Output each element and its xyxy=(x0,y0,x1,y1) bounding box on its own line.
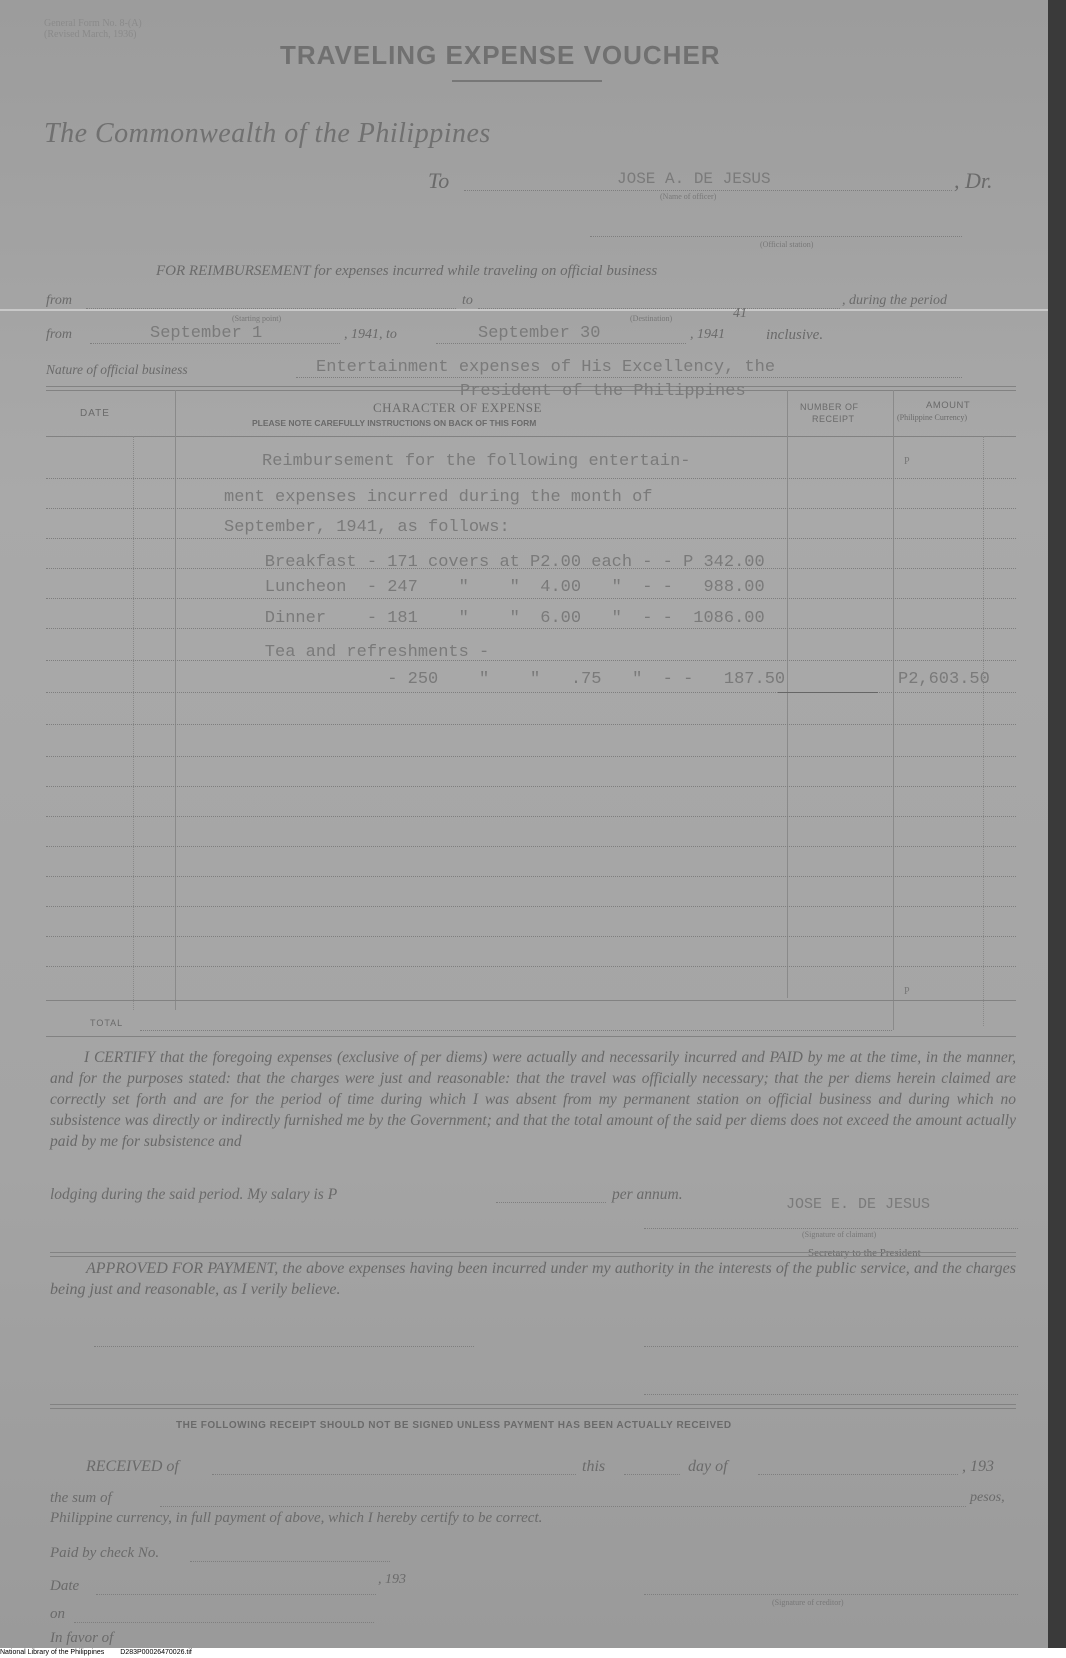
secretary-title: Secretary to the President xyxy=(808,1247,921,1259)
table-rule xyxy=(46,786,1016,787)
expense-line: September, 1941, as follows: xyxy=(224,518,510,537)
certify-divider xyxy=(50,1252,1016,1253)
table-rule xyxy=(46,478,1016,479)
expense-line: Tea and refreshments - xyxy=(224,643,490,662)
table-rule xyxy=(46,816,1016,817)
form-title: TRAVELING EXPENSE VOUCHER xyxy=(280,40,721,70)
sum-line xyxy=(160,1506,966,1507)
payee-name-caption: (Name of officer) xyxy=(660,192,717,201)
start-year: , 1941, to xyxy=(344,327,397,342)
library-name: National Library of the Philippines xyxy=(0,1649,105,1656)
start-date: September 1 xyxy=(150,324,263,343)
signature-caption: (Signature of claimant) xyxy=(802,1230,877,1239)
col-header-date: DATE xyxy=(80,408,110,419)
col-divider-date xyxy=(175,390,176,1010)
signature-line xyxy=(644,1228,1018,1229)
table-header-border xyxy=(46,436,1016,437)
table-rule xyxy=(46,936,1016,937)
date-year: , 193 xyxy=(378,1572,406,1587)
doctor-suffix: , Dr. xyxy=(954,168,993,193)
scan-file-name: D283P00026470026.tif xyxy=(120,1649,192,1656)
peso-sign-total: P xyxy=(904,986,910,997)
date-line xyxy=(96,1594,376,1595)
creditor-signature-line xyxy=(644,1594,1018,1595)
expense-line: Reimbursement for the following entertain- xyxy=(262,452,691,471)
from-label: from xyxy=(46,293,72,308)
table-rule xyxy=(46,846,1016,847)
total-line xyxy=(140,1030,892,1031)
col-divider-cents xyxy=(983,436,984,1026)
certification-text: I CERTIFY that the foregoing expenses (exclusive of per diems) were actually and necessarily incurred and PAID by me at the time, in the manner, and for the purposes stated: that the charges were just and reasonable: that the travel was officially necessary; that the per diems herein claimed are correctly set forth and are for the period of time during which I was absent from my permanent station on official business and during which no subsistence was directly or indirectly furnished me by the Government; and that the total amount of the said per diems does not exceed the amount actually paid by me for subsistence and xyxy=(50,1049,1016,1150)
total-label: TOTAL xyxy=(90,1018,124,1028)
approval-text: APPROVED FOR PAYMENT, the above expenses having been incurred under my authority in the interests of the public service, and the charges being just and reasonable, as I verily believe. xyxy=(50,1260,1016,1298)
table-rule xyxy=(46,660,1016,661)
col-divider-day xyxy=(133,436,134,1010)
claimant-signature: JOSE E. DE JESUS xyxy=(786,1196,931,1213)
period-label: , during the period xyxy=(842,293,947,308)
expense-line: Dinner - 181 " " 6.00 " - - 1086.00 xyxy=(224,609,765,628)
expense-line: Breakfast - 171 covers at P2.00 each - - P 342.00 xyxy=(224,553,765,572)
receipt-warning: THE FOLLOWING RECEIPT SHOULD NOT BE SIGNED UNLESS PAYMENT HAS BEEN ACTUALLY RECEIVED xyxy=(176,1420,732,1431)
expense-line: Luncheon - 247 " " 4.00 " - - 988.00 xyxy=(224,578,765,597)
form-code xyxy=(44,18,142,40)
currency-line: Philippine currency, in full payment of above, which I hereby certify to be correct. xyxy=(50,1510,543,1526)
end-date-line xyxy=(436,343,686,344)
to-label: To xyxy=(428,168,450,193)
on-label: on xyxy=(50,1606,65,1622)
dest-caption: (Destination) xyxy=(630,314,673,323)
certify-divider-2 xyxy=(50,1256,1016,1257)
table-rule xyxy=(46,966,1016,967)
peso-sign-top: P xyxy=(904,456,910,467)
per-annum: per annum. xyxy=(612,1186,683,1203)
nature-line-2: President of the Philippines xyxy=(460,382,746,401)
expense-line: - 250 " " .75 " - - 187.50 xyxy=(224,670,786,689)
col-header-amount-2: (Philippine Currency) xyxy=(897,413,967,422)
favor-label: In favor of xyxy=(50,1630,114,1646)
check-label: Paid by check No. xyxy=(50,1545,160,1561)
approval-signature-line-left xyxy=(94,1346,474,1347)
table-rule xyxy=(46,508,1016,509)
total-amount: P2,603.50 xyxy=(898,670,990,689)
table-rule xyxy=(46,628,1016,629)
creditor-caption: (Signature of creditor) xyxy=(772,1598,844,1607)
official-station-caption: (Official station) xyxy=(760,240,814,249)
subtotal-underline xyxy=(778,692,878,693)
total-bottom-border xyxy=(46,1036,1016,1037)
table-rule xyxy=(46,598,1016,599)
col-header-amount-1: AMOUNT xyxy=(926,400,971,411)
col-header-character-note: PLEASE NOTE CAREFULLY INSTRUCTIONS ON BACK OF THIS FORM xyxy=(252,418,537,428)
start-caption: (Starting point) xyxy=(232,314,282,323)
nature-label: Nature of official business xyxy=(46,362,188,377)
salary-label: lodging during the said period. My salary is P xyxy=(50,1186,338,1203)
official-station-line xyxy=(590,236,962,237)
table-rule xyxy=(46,756,1016,757)
check-line xyxy=(190,1561,390,1562)
receipt-year: , 193 xyxy=(962,1458,994,1475)
nature-line xyxy=(296,377,962,378)
date-label: Date xyxy=(50,1578,80,1594)
from2-label: from xyxy=(46,327,72,342)
year-correction: 41 xyxy=(733,306,747,321)
end-year: , 1941 xyxy=(690,327,725,342)
to-dest-label: to xyxy=(462,293,473,308)
government-name: The Commonwealth of the Philippines xyxy=(44,118,491,149)
table-rule xyxy=(46,724,1016,725)
received-of-label: RECEIVED of xyxy=(86,1458,179,1475)
approval-divider-2 xyxy=(50,1408,1016,1409)
pesos-label: pesos, xyxy=(970,1490,1005,1505)
table-rule xyxy=(46,906,1016,907)
payee-name: JOSE A. DE JESUS xyxy=(617,170,771,188)
expense-line: ment expenses incurred during the month of xyxy=(224,488,653,507)
salary-line xyxy=(496,1202,606,1203)
table-rule xyxy=(46,538,1016,539)
col-header-receipt-1: NUMBER OF xyxy=(800,402,859,412)
start-date-line xyxy=(90,343,340,344)
col-header-receipt-2: RECEIPT xyxy=(812,414,855,424)
title-rule xyxy=(452,80,602,82)
sum-of-label: the sum of xyxy=(50,1490,112,1506)
form-code-number: General Form No. 8-(A) xyxy=(44,18,142,29)
this-label: this xyxy=(582,1458,606,1475)
reimbursement-line: FOR REIMBURSEMENT for expenses incurred while traveling on official business xyxy=(156,263,658,279)
end-date: September 30 xyxy=(478,324,601,343)
table-bottom-border xyxy=(46,1000,1016,1001)
nature-line-1: Entertainment expenses of His Excellency, the xyxy=(316,358,776,377)
day-of-label: day of xyxy=(688,1458,728,1475)
inclusive-label: inclusive. xyxy=(766,327,824,343)
payee-name-line xyxy=(464,190,952,191)
col-divider-amount xyxy=(893,390,894,1030)
received-of-line xyxy=(212,1474,576,1475)
day-line xyxy=(624,1474,680,1475)
approval-title-line xyxy=(644,1394,1018,1395)
scan-footer xyxy=(0,1648,1066,1658)
form-revision: (Revised March, 1936) xyxy=(44,29,137,40)
approval-divider xyxy=(50,1404,1016,1405)
table-rule xyxy=(46,876,1016,877)
scan-dark-edge xyxy=(1048,0,1066,1658)
approval-signature-line-right xyxy=(644,1346,1018,1347)
col-header-character: CHARACTER OF EXPENSE xyxy=(373,400,542,415)
scan-crease xyxy=(0,309,1048,311)
on-line xyxy=(74,1622,374,1623)
month-line xyxy=(758,1474,958,1475)
